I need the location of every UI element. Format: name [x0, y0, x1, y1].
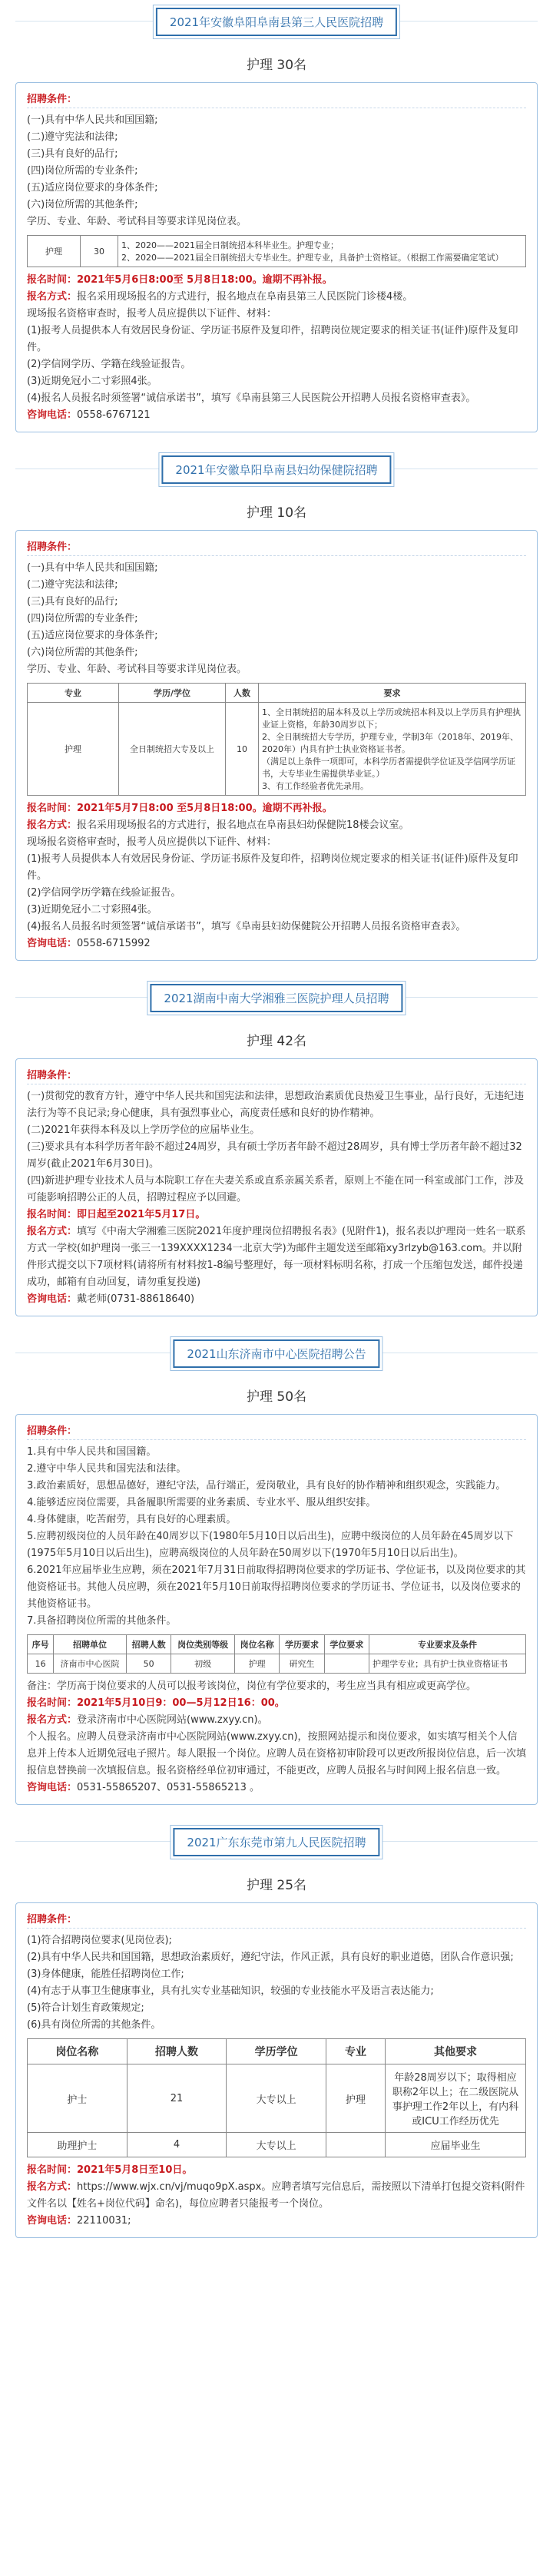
- position-subtitle: 护理 10名: [246, 505, 307, 521]
- method-value: 登录济南市中心医院网站(www.zxyy.cn)。: [77, 1714, 268, 1726]
- table-cell: [259, 703, 526, 796]
- req-line: (一)具有中华人民共和国国籍;: [27, 562, 158, 574]
- req-line: 5.应聘初级岗位的人员年龄在40周岁以下(1980年5月10日以后出生)，应聘中级岗位的人员年龄在45周岁以下(1975年5月10日以后出生)，应聘高级岗位的人员年龄在50周岁以下(1970年5月10日以后出生)。: [27, 1531, 514, 1559]
- table-row: [28, 2133, 526, 2157]
- banner-wrap: [15, 1332, 538, 1375]
- table-cell: 护理: [326, 2064, 385, 2133]
- method-value: 报名采用现场报名的方式进行，报名地点在阜南县第三人民医院门诊楼4楼。: [77, 291, 413, 303]
- req-line: (二)2021年获得本科及以上学历学位的应届毕业生。: [27, 1124, 260, 1136]
- time-value: 2021年5月10日9：00—5月12日16：00。: [77, 1697, 285, 1709]
- table-cell: 大专以上: [227, 2064, 326, 2133]
- table-header: 招聘单位: [54, 1635, 127, 1654]
- table-cell: 护士: [28, 2064, 127, 2133]
- req-line: (四)岗位所需的专业条件;: [27, 613, 138, 624]
- table-cell: 研究生: [280, 1654, 324, 1674]
- position-table: [27, 2038, 526, 2157]
- requirements-label: 招聘条件：: [27, 91, 526, 108]
- method-line: [27, 2179, 526, 2213]
- req-line: (5)符合计划生育政策规定;: [27, 2002, 144, 2014]
- requirement-text: 3、有工作经验者优先录用。: [262, 781, 369, 791]
- table-header: 招聘人数: [127, 2039, 227, 2064]
- req-line: 学历、专业、年龄、考试科目等要求详见岗位表。: [27, 664, 247, 675]
- req-line: (四)岗位所需的专业条件;: [27, 165, 138, 177]
- time-line: [27, 1695, 526, 1712]
- req-line: (五)适应岗位要求的身体条件;: [27, 630, 158, 641]
- req-line: (6)具有岗位所需的其他条件。: [27, 2019, 161, 2031]
- info-card: [15, 1902, 538, 2238]
- req-line: 7.具备招聘岗位所需的其他条件。: [27, 1615, 177, 1627]
- table-row: [28, 2064, 526, 2133]
- table-cell: 助理护士: [28, 2133, 127, 2157]
- table-header: 学位要求: [324, 1635, 369, 1654]
- position-subtitle: 护理 30名: [246, 58, 307, 73]
- time-line: [27, 1207, 526, 1223]
- table-cell: [326, 2133, 385, 2157]
- section-title-banner: 2021年安徽阜阳阜南县妇幼保健院招聘: [161, 455, 391, 484]
- info-card: [15, 530, 538, 961]
- phone-line: [27, 407, 526, 424]
- req-line: 学历、专业、年龄、考试科目等要求详见岗位表。: [27, 216, 247, 227]
- note-line: 备注：学历高于岗位要求的人员可以报考该岗位，岗位有学位要求的，考生应当具有相应或更高学位。: [27, 1680, 477, 1692]
- table-cell: [324, 1654, 369, 1674]
- requirement-text: （满足以上条件一项即可，本科学历者需提供学位证及学信网学历证书，大专毕业生需提供毕业证。）: [262, 757, 515, 779]
- requirement-text: 2、全日制统招大专学历，护理专业，学制3年（2018年、2019年、2020年）内具有护士执业资格证书者。: [262, 732, 518, 754]
- info-card: [15, 1414, 538, 1805]
- method-detail: (4)报名人员报名时须签署“诚信承诺书”，填写《阜南县第三人民医院公开招聘人员报名资格审查表》。: [27, 392, 476, 404]
- time-line: [27, 800, 526, 817]
- time-line: [27, 2162, 526, 2179]
- table-cell: 21: [127, 2064, 227, 2133]
- phone-value: 0558-6767121: [77, 409, 151, 421]
- info-card: [15, 1058, 538, 1316]
- position-subtitle: 护理 42名: [246, 1034, 307, 1049]
- phone-value: 戴老师(0731-88618640): [77, 1293, 195, 1305]
- req-line: (3)身体健康，能胜任招聘岗位工作;: [27, 1968, 184, 1980]
- banner-wrap: [15, 0, 538, 43]
- table-cell: 4: [127, 2133, 227, 2157]
- info-card: [15, 82, 538, 432]
- time-label: 报名时间：: [27, 2164, 78, 2176]
- method-detail: (2)学信网学历、学籍在线验证报告。: [27, 359, 191, 370]
- phone-label: 咨询电话：: [27, 409, 78, 421]
- time-label: 报名时间：: [27, 274, 78, 286]
- method-detail: (2)学信网学历学籍在线验证报告。: [27, 887, 181, 899]
- method-detail: (1)报考人员提供本人有效居民身份证、学历证书原件及复印件，招聘岗位规定要求的相关证书(证件)原件及复印件。: [27, 325, 518, 353]
- table-header: 专业: [28, 684, 119, 703]
- req-line: 3.政治素质好，思想品德好，遵纪守法，品行端正，爱岗敬业，具有良好的协作精神和组织观念，实践能力。: [27, 1480, 506, 1492]
- requirements-label: 招聘条件：: [27, 1067, 526, 1084]
- phone-label: 咨询电话：: [27, 1782, 78, 1793]
- req-line: (二)遵守宪法和法律;: [27, 579, 118, 591]
- table-cell: 护理: [28, 236, 81, 267]
- req-line: (4)有志于从事卫生健康事业，具有扎实专业基础知识，较强的专业技能水平及语言表达能力;: [27, 1985, 434, 1997]
- req-line: (四)新进护理专业技术人员与本院职工存在夫妻关系或直系亲属关系者，原则上不能在同一科室或部门工作，涉及可能影响招聘公正的人员，招聘过程应予以回避。: [27, 1175, 525, 1204]
- table-header: 专业: [326, 2039, 385, 2064]
- table-header: 招聘人数: [126, 1635, 171, 1654]
- banner-wrap: [15, 1820, 538, 1863]
- table-header: 岗位名称: [234, 1635, 279, 1654]
- method-label: 报名方式：: [27, 819, 78, 831]
- table-header: 学历要求: [280, 1635, 324, 1654]
- method-value: 报名采用现场报名的方式进行，报名地点在阜南县妇幼保健院18楼会议室。: [77, 819, 409, 831]
- table-cell: 大专以上: [227, 2133, 326, 2157]
- method-line: [27, 1712, 526, 1729]
- section-title-banner: 2021广东东莞市第九人民医院招聘: [173, 1828, 379, 1856]
- method-detail: (3)近期免冠小二寸彩照4张。: [27, 376, 157, 387]
- requirement-text: 1、2020——2021届全日制统招本科毕业生。护理专业；: [121, 240, 339, 250]
- phone-line: [27, 1780, 526, 1796]
- section-3: [15, 976, 538, 1316]
- phone-value: 0531-55865207、0531-55865213 。: [77, 1782, 260, 1793]
- table-cell: 护理: [234, 1654, 279, 1674]
- phone-line: [27, 2213, 526, 2230]
- position-table: [27, 235, 526, 267]
- banner-wrap: [15, 448, 538, 491]
- table-cell: 50: [126, 1654, 171, 1674]
- table-cell: 30: [81, 236, 118, 267]
- req-line: 4.身体健康，吃苦耐劳，具有良好的心理素质。: [27, 1514, 237, 1525]
- banner-wrap: [15, 976, 538, 1019]
- requirements-label: 招聘条件：: [27, 538, 526, 556]
- table-cell: 护理学专业；具有护士执业资格证书: [369, 1654, 526, 1674]
- section-5: [15, 1820, 538, 2238]
- requirement-text: 2、2020——2021届全日制统招大专毕业生。护理专业，具备护士资格证。（根据工作需要确定笔试）: [121, 253, 504, 263]
- table-cell: [118, 236, 526, 267]
- time-label: 报名时间：: [27, 1209, 78, 1220]
- method-detail: (3)近期免冠小二寸彩照4张。: [27, 904, 157, 916]
- method-line: [27, 1223, 526, 1291]
- req-line: (二)遵守宪法和法律;: [27, 131, 118, 143]
- req-line: 6.2021年应届毕业生应聘，须在2021年7月31日前取得招聘岗位要求的学历证书、学位证书，以及岗位要求的其他资格证书。其他人员应聘，须在2021年5月10日前取得招聘岗位要求的学历证书、学位证书，以及岗位要求的其他资格证书。: [27, 1564, 526, 1610]
- table-cell: 初级: [171, 1654, 235, 1674]
- position-subtitle: 护理 25名: [246, 1878, 307, 1893]
- section-4: [15, 1332, 538, 1805]
- table-cell: 年龄28周岁以下；取得相应职称2年以上；在二级医院从事护理工作2年以上，有内科或ICU工作经历优先: [386, 2064, 526, 2133]
- time-value: 2021年5月8日至10日。: [77, 2164, 193, 2176]
- time-value: 2021年5月7日8:00 至5月8日18:00。逾期不再补报。: [77, 803, 333, 814]
- section-1: [15, 0, 538, 432]
- method-detail: 现场报名资格审查时，报考人员应提供以下证件、材料：: [27, 836, 277, 848]
- table-cell: 应届毕业生: [386, 2133, 526, 2157]
- table-cell: 护理: [28, 703, 119, 796]
- method-label: 报名方式：: [27, 291, 78, 303]
- phone-label: 咨询电话：: [27, 1293, 78, 1305]
- table-header: 序号: [28, 1635, 54, 1654]
- method-detail: 现场报名资格审查时，报考人员应提供以下证件、材料：: [27, 308, 277, 320]
- req-line: (三)具有良好的品行;: [27, 596, 118, 608]
- table-header: 要求: [259, 684, 526, 703]
- section-title-banner: 2021湖南中南大学湘雅三医院护理人员招聘: [150, 984, 402, 1012]
- method-line: [27, 817, 526, 834]
- method-label: 报名方式：: [27, 2181, 78, 2193]
- method-value: 填写《中南大学湘雅三医院2021年度护理岗位招聘报名表》(见附件1)，报名表以护理岗一姓名一联系方式一学校(如护理岗一张三一139XXXX1234一北京大学)为邮件主题发送至邮箱xy3rlzyb@163.com。并以附件形式提交以下7项材料(请将所有材料按1-8编号整理好，每一项材料标明名称，打成一个压缩包发送，邮件投递成功，邮箱有自动回复，请勿重复投递): [27, 1226, 526, 1288]
- requirements-label: 招聘条件：: [27, 1422, 526, 1440]
- table-header: 岗位名称: [28, 2039, 127, 2064]
- time-line: [27, 272, 526, 289]
- req-line: (六)岗位所需的其他条件;: [27, 199, 138, 210]
- req-line: (五)适应岗位要求的身体条件;: [27, 182, 158, 194]
- table-cell: 全日制统招大专及以上: [119, 703, 226, 796]
- time-label: 报名时间：: [27, 1697, 78, 1709]
- method-detail: (4)报名人员报名时须签署“诚信承诺书”，填写《阜南县妇幼保健院公开招聘人员报名资格审查表》。: [27, 921, 466, 932]
- method-value: https://www.wjx.cn/vj/muqo9pX.aspx。应聘者填写完信息后，需按照以下清单打包提交资料(附件文件名以【姓名+岗位代码】命名)，每位应聘者只能报考一个岗位。: [27, 2181, 525, 2210]
- req-line: (三)具有良好的品行;: [27, 148, 118, 160]
- table-cell: 16: [28, 1654, 54, 1674]
- req-line: (1)符合招聘岗位要求(见岗位表);: [27, 1935, 172, 1946]
- req-line: 4.能够适应岗位需要，具备履职所需要的业务素质、专业水平、服从组织安排。: [27, 1497, 376, 1508]
- requirements-label: 招聘条件：: [27, 1911, 526, 1929]
- requirement-text: 1、全日制统招的届本科及以上学历或统招本科及以上学历具有护理执业证上资格，年龄30周岁以下；: [262, 707, 521, 730]
- req-line: 2.遵守中华人民共和国宪法和法律。: [27, 1463, 187, 1475]
- position-subtitle: 护理 50名: [246, 1389, 307, 1405]
- req-line: (一)具有中华人民共和国国籍;: [27, 114, 158, 126]
- phone-line: [27, 935, 526, 952]
- table-cell: 济南市中心医院: [54, 1654, 127, 1674]
- time-value: 即日起至2021年5月17日。: [77, 1209, 206, 1220]
- phone-line: [27, 1291, 526, 1308]
- phone-label: 咨询电话：: [27, 2215, 78, 2227]
- table-cell: 10: [226, 703, 259, 796]
- req-line: 1.具有中华人民共和国国籍。: [27, 1446, 157, 1458]
- table-header: 学历/学位: [119, 684, 226, 703]
- position-table: [27, 683, 526, 796]
- time-value: 2021年5月6日8:00至 5月8日18:00。逾期不再补报。: [77, 274, 333, 286]
- req-line: (三)要求具有本科学历者年龄不超过24周岁，具有硕士学历者年龄不超过28周岁，具有博士学历者年龄不超过32周岁(截止2021年6月30日)。: [27, 1141, 522, 1170]
- table-header: 学历学位: [227, 2039, 326, 2064]
- time-label: 报名时间：: [27, 803, 78, 814]
- method-label: 报名方式：: [27, 1714, 78, 1726]
- method-line: [27, 289, 526, 306]
- method-detail: (1)报考人员提供本人有效居民身份证、学历证书原件及复印件，招聘岗位规定要求的相关证书(证件)原件及复印件。: [27, 853, 518, 882]
- req-line: (六)岗位所需的其他条件;: [27, 647, 138, 658]
- phone-value: 0558-6715992: [77, 938, 151, 949]
- position-table: [27, 1634, 526, 1674]
- table-header: 其他要求: [386, 2039, 526, 2064]
- method-label: 报名方式：: [27, 1226, 78, 1237]
- table-header: 人数: [226, 684, 259, 703]
- phone-label: 咨询电话：: [27, 938, 78, 949]
- table-header: 岗位类别等级: [171, 1635, 235, 1654]
- section-title-banner: 2021山东济南市中心医院招聘公告: [173, 1339, 379, 1368]
- req-line: (一)贯彻党的教育方针，遵守中华人民共和国宪法和法律，思想政治素质优良热爱卫生事业，品行良好，无违纪违法行为等不良记录;身心健康，具有强烈事业心，高度责任感和良好的协作精神。: [27, 1091, 525, 1119]
- section-title-banner: 2021年安徽阜阳阜南县第三人民医院招聘: [156, 8, 397, 36]
- method-detail: 个人报名。应聘人员登录济南市中心医院网站(www.zxyy.cn)，按照网站提示和岗位要求，如实填写相关个人信息并上传本人近期免冠电子照片。每人限报一个岗位。应聘人员在资格初审阶段可以更改所报岗位信息，后一次填报信息替换前一次填报信息。报名资格经单位初审通过，不能更改，应聘人员报名与时间网上报名信息一致。: [27, 1731, 527, 1776]
- phone-value: 22110031;: [77, 2215, 131, 2227]
- req-line: (2)具有中华人民共和国国籍，思想政治素质好，遵纪守法，作风正派，具有良好的职业道德，团队合作意识强;: [27, 1952, 514, 1963]
- table-header: 专业要求及条件: [369, 1635, 526, 1654]
- section-2: [15, 448, 538, 961]
